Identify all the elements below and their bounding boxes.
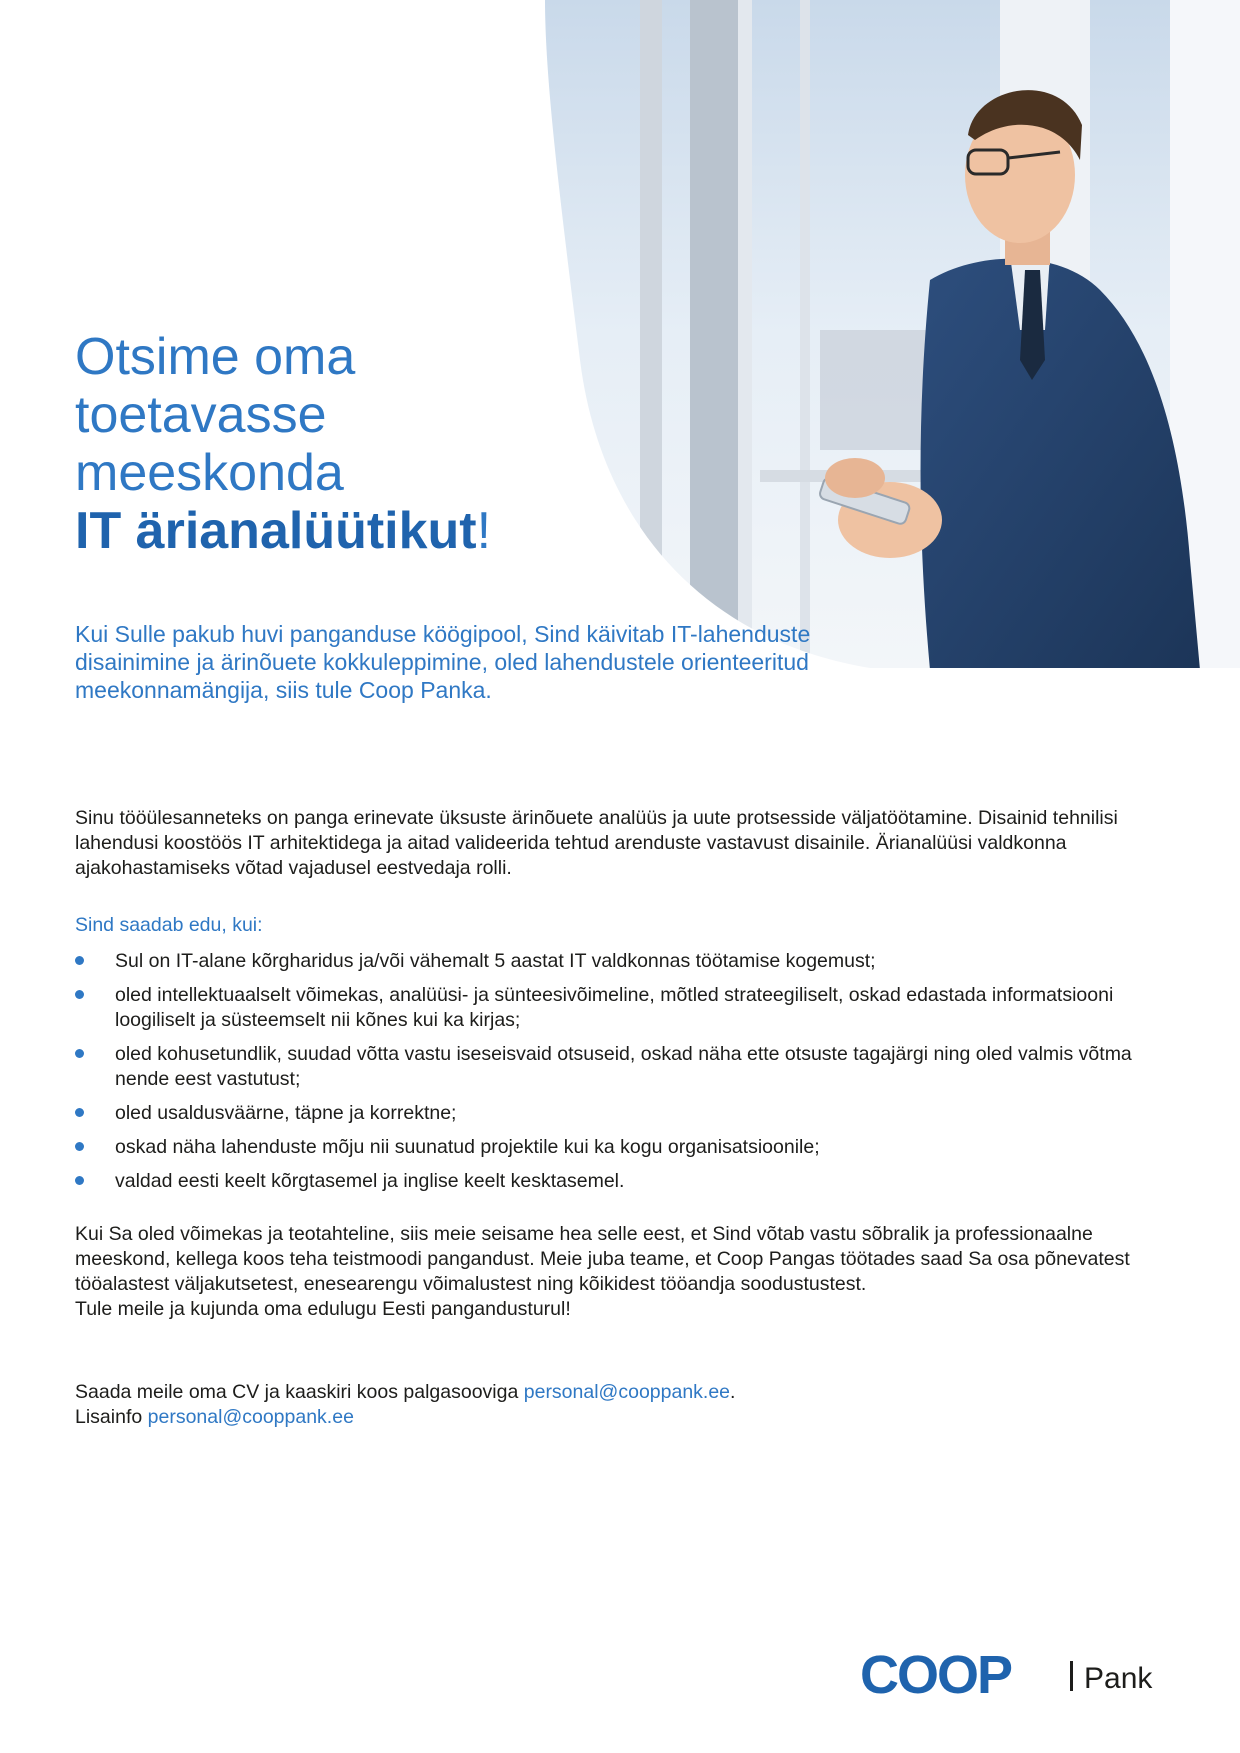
list-item [75,1169,1165,1194]
logo-product: Pank [1084,1662,1153,1695]
headline-line-3: meeskonda [75,444,344,502]
list-item [75,983,1165,1033]
logo-divider [1070,1661,1073,1691]
list-item-text: valdad eesti keelt kõrgtasemel ja inglise keelt kesktasemel. [115,1170,625,1192]
list-item [75,1042,1165,1092]
offer-paragraph [75,1222,1165,1322]
info-email-link[interactable]: personal@cooppank.ee [147,1406,354,1428]
list-item-text: oled kohusetundlik, suudad võtta vastu iseseisvaid otsuseid, oskad näha ette otsuste tagajärgi ning oled valmis võtma nende eest vastutust; [115,1043,1132,1090]
bullet-icon [75,990,84,999]
bullet-icon [75,1176,84,1185]
requirements-list [75,949,1165,1203]
headline [75,328,491,560]
info-label: Lisainfo [75,1406,148,1428]
list-item [75,1135,1165,1160]
bullet-icon [75,1108,84,1117]
coop-pank-logo [860,1645,1180,1705]
offer-text: Kui Sa oled võimekas ja teotahteline, siis meie seisame hea selle eest, et Sind võtab vastu sõbralik ja professionaalne meeskond, kellega koos teha teistmoodi pangandust. Meie juba teame, et Coop Pangas töötades saad Sa osa põnevatest tööalastest väljakutsetest, enesearengu võimalustest ning kõikidest tööandja soodustustest. [75,1223,1130,1295]
offer-closing: Tule meile ja kujunda oma edulugu Eesti pangandusturul! [75,1298,571,1320]
bullet-icon [75,1049,84,1058]
tasks-paragraph: Sinu tööülesanneteks on panga erinevate üksuste ärinõuete analüüs ja uute protsesside väljatöötamine. Disainid tehnilisi lahendusi koostöös IT arhitektidega ja aitad valideerida tehtud arenduste vastavust disainile. Ärianalüüsi valdkonna ajakohastamiseks võtad vajadusel eestvedaja rolli. [75,807,1118,879]
headline-exclamation: ! [476,502,492,560]
list-item-text: oled intellektuaalselt võimekas, analüüsi- ja sünteesivõimeline, mõtled strateegiliselt, oskad edastada informatsiooni loogiliselt ja süsteemselt nii kõnes kui ka kirjas; [115,984,1114,1031]
apply-end: . [730,1381,736,1403]
bullet-icon [75,956,84,965]
job-title: IT ärianalüütikut [75,502,477,560]
requirements-title: Sind saadab edu, kui: [75,914,263,936]
headline-line-4 [75,502,491,560]
headline-line-1: Otsime oma [75,328,356,386]
list-item-text: oskad näha lahenduste mõju nii suunatud projektile kui ka kogu organisatsioonile; [115,1136,820,1158]
list-item [75,1101,1165,1126]
list-item-text: oled usaldusväärne, täpne ja korrektne; [115,1102,457,1124]
contact-block [75,1380,1165,1430]
logo-brand: COOP [860,1645,1012,1705]
list-item-text: Sul on IT-alane kõrgharidus ja/või vähemalt 5 aastat IT valdkonnas töötamise kogemust; [115,950,876,972]
headline-line-2: toetavasse [75,386,327,444]
apply-text: Saada meile oma CV ja kaaskiri koos palgasooviga [75,1381,524,1403]
bullet-icon [75,1142,84,1151]
apply-email-link[interactable]: personal@cooppank.ee [523,1381,731,1403]
intro-paragraph: Kui Sulle pakub huvi panganduse köögipool, Sind käivitab IT-lahenduste disainimine ja ärinõuete kokkuleppimine, oled lahendustele orienteeritud meekonnamängija, siis tule Coop Panka. [75,621,811,703]
list-item [75,949,1165,974]
